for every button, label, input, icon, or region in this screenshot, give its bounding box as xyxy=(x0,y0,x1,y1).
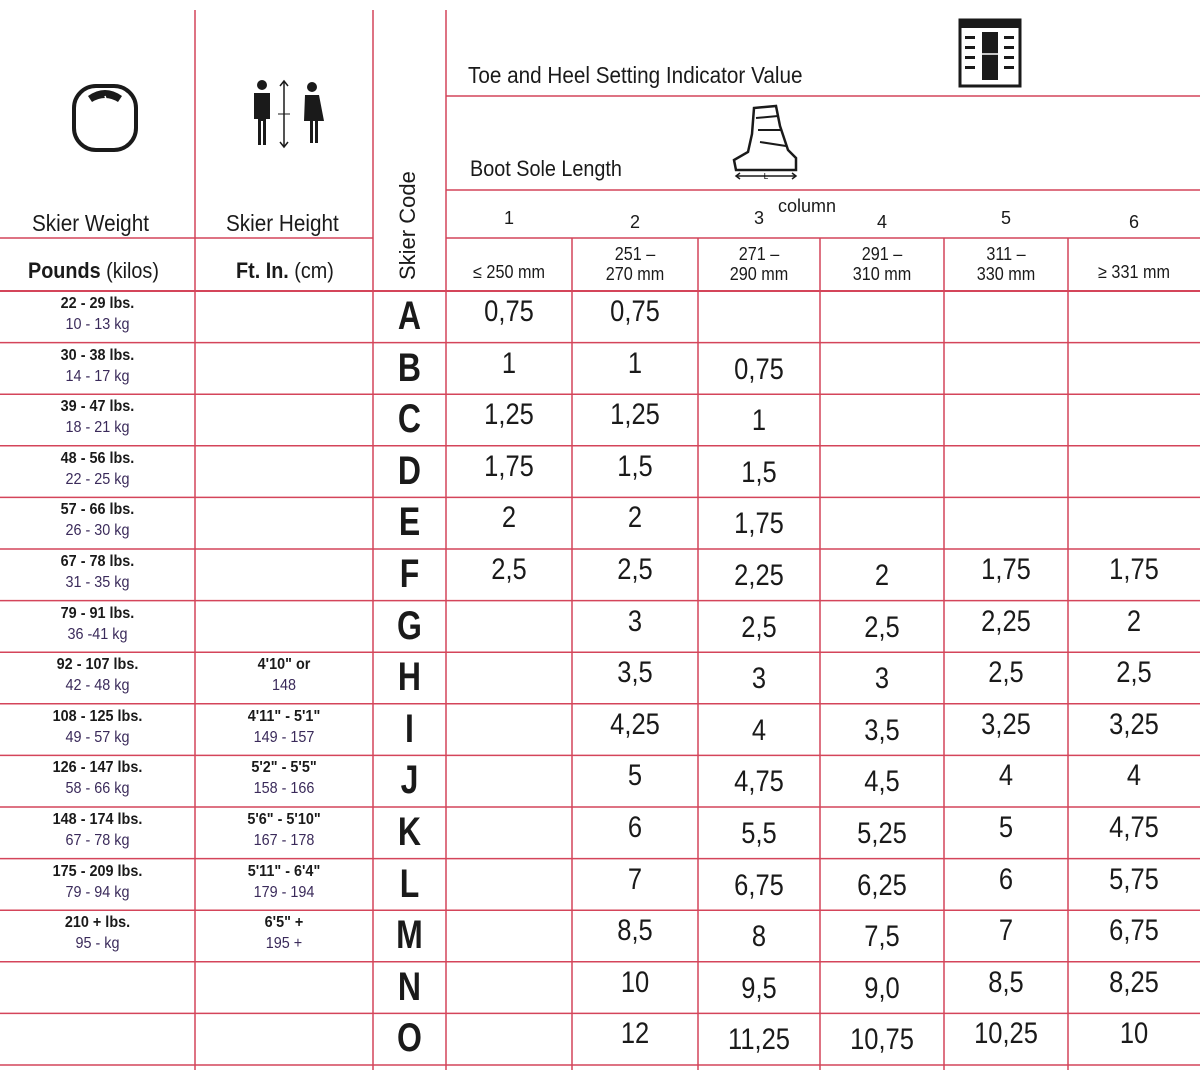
column-range-line: ≤ 250 mm xyxy=(473,262,545,282)
setting-value: 2,25 xyxy=(734,559,784,592)
setting-value: 2,5 xyxy=(491,553,527,586)
setting-value: 7 xyxy=(998,914,1014,948)
skier-code: M xyxy=(396,913,423,958)
setting-value: 2,5 xyxy=(617,553,653,586)
column-range-line: 330 mm xyxy=(976,264,1036,284)
setting-value: 8 xyxy=(751,920,767,954)
setting-value: 5 xyxy=(998,811,1014,844)
setting-value: 8,5 xyxy=(988,965,1024,999)
weight-lbs: 79 - 91 lbs. xyxy=(60,604,135,622)
skier-code: K xyxy=(397,810,422,854)
weight-kg: 26 - 30 kg xyxy=(65,522,130,540)
setting-value: 3 xyxy=(627,604,643,638)
weight-kg: 36 -41 kg xyxy=(67,625,128,643)
weight-lbs: 30 - 38 lbs. xyxy=(60,346,135,364)
weight-lbs: 175 - 209 lbs. xyxy=(52,862,143,880)
weight-kg: 79 - 94 kg xyxy=(65,883,130,901)
setting-value: 1 xyxy=(751,404,767,438)
setting-value: 2,5 xyxy=(1116,656,1152,690)
column-range-line: ≥ 331 mm xyxy=(1098,262,1170,282)
skier-code: N xyxy=(397,964,422,1009)
setting-value: 5 xyxy=(627,759,643,793)
skier-code-header xyxy=(395,171,421,280)
weight-lbs: 148 - 174 lbs. xyxy=(52,811,143,828)
weight-kg: 58 - 66 kg xyxy=(65,780,130,798)
skier-code: I xyxy=(405,706,414,751)
weight-kg: 18 - 21 kg xyxy=(65,419,130,437)
setting-value: 1,5 xyxy=(617,449,653,483)
setting-value: 12 xyxy=(620,1017,650,1051)
column-number: 2 xyxy=(629,212,640,232)
bathroom-scale-icon xyxy=(70,82,140,154)
setting-value: 4 xyxy=(998,759,1014,793)
setting-value: 6,75 xyxy=(734,868,784,902)
height-cm: 167 - 178 xyxy=(253,832,315,849)
cm-label: (cm) xyxy=(294,258,334,283)
setting-value: 2,25 xyxy=(981,604,1031,638)
height-cm: 179 - 194 xyxy=(253,883,315,901)
column-range xyxy=(1080,262,1188,282)
setting-value: 2 xyxy=(501,501,517,535)
height-cm: 149 - 157 xyxy=(253,728,315,746)
setting-value: 2 xyxy=(1126,604,1142,638)
height-cm: 195 + xyxy=(265,935,303,953)
weight-lbs: 210 + lbs. xyxy=(64,914,131,932)
height-ftin: 4'11" - 5'1" xyxy=(247,707,321,725)
setting-value: 6 xyxy=(627,811,643,844)
setting-value: 5,5 xyxy=(741,817,777,850)
setting-value: 1,25 xyxy=(484,398,534,432)
column-range xyxy=(581,244,689,284)
setting-value: 1,75 xyxy=(484,449,534,483)
weight-lbs: 48 - 56 lbs. xyxy=(60,449,135,467)
column-range-line: 310 mm xyxy=(852,264,912,284)
setting-value: 2,5 xyxy=(864,610,900,644)
boot-sole-header: Boot Sole Length xyxy=(470,156,622,181)
column-range-line: 291 – xyxy=(861,244,903,264)
column-number: 4 xyxy=(876,212,887,232)
setting-value: 8,25 xyxy=(1109,965,1159,999)
setting-value: 1,75 xyxy=(1109,553,1159,586)
setting-value: 5,75 xyxy=(1109,862,1159,896)
setting-value: 0,75 xyxy=(610,295,660,328)
skier-code: F xyxy=(399,552,420,596)
weight-lbs: 57 - 66 lbs. xyxy=(60,501,135,519)
setting-value: 3 xyxy=(874,662,890,696)
weight-kg: 67 - 78 kg xyxy=(65,832,130,849)
setting-value: 4 xyxy=(1126,759,1142,793)
setting-value: 1 xyxy=(627,346,643,380)
height-ftin: 5'2" - 5'5" xyxy=(251,759,317,777)
setting-value: 3,5 xyxy=(617,656,653,690)
ftin-label: Ft. In. xyxy=(236,258,289,283)
weight-kg: 49 - 57 kg xyxy=(65,728,130,746)
svg-text:L: L xyxy=(763,172,769,180)
column-number: 1 xyxy=(503,208,514,228)
setting-value: 1 xyxy=(501,346,517,380)
column-number: 5 xyxy=(1000,208,1011,228)
setting-value: 3 xyxy=(751,662,767,696)
setting-value: 1,5 xyxy=(741,455,777,489)
setting-value: 3,25 xyxy=(1109,707,1159,741)
setting-value: 5,25 xyxy=(857,817,907,850)
weight-lbs: 126 - 147 lbs. xyxy=(52,759,143,777)
height-ftin: 4'10" or xyxy=(257,656,311,674)
setting-value: 4,75 xyxy=(734,765,784,799)
height-cm: 158 - 166 xyxy=(253,780,315,798)
setting-value: 3,5 xyxy=(864,713,900,747)
setting-value: 2,5 xyxy=(741,610,777,644)
setting-value: 0,75 xyxy=(484,295,534,328)
setting-value: 10 xyxy=(620,965,650,999)
setting-value: 4,25 xyxy=(610,707,660,741)
weight-kg: 10 - 13 kg xyxy=(65,316,130,333)
toe-heel-header: Toe and Heel Setting Indicator Value xyxy=(468,62,803,88)
setting-value: 7,5 xyxy=(864,920,900,954)
skier-weight-header: Skier Weight xyxy=(32,210,149,236)
column-range xyxy=(455,262,563,282)
skier-code: O xyxy=(397,1016,422,1061)
column-range-line: 251 – xyxy=(614,244,656,264)
column-range-line: 290 mm xyxy=(729,264,789,284)
setting-value: 4 xyxy=(751,713,767,747)
height-cm: 148 xyxy=(271,677,297,695)
weight-lbs: 67 - 78 lbs. xyxy=(60,553,135,570)
column-range-line: 270 mm xyxy=(605,264,665,284)
height-ftin: 5'11" - 6'4" xyxy=(247,862,321,880)
height-ftin: 5'6" - 5'10" xyxy=(247,811,321,828)
skier-height-header: Skier Height xyxy=(226,210,339,236)
skier-code: E xyxy=(398,500,421,545)
din-indicator-icon xyxy=(958,18,1022,88)
weight-lbs: 108 - 125 lbs. xyxy=(52,707,143,725)
setting-value: 10,75 xyxy=(850,1023,914,1057)
setting-value: 4,75 xyxy=(1109,811,1159,844)
skier-code: B xyxy=(397,345,422,390)
setting-value: 6 xyxy=(998,862,1014,896)
weight-kg: 95 - kg xyxy=(75,935,120,953)
skier-code: L xyxy=(399,861,420,906)
column-range-line: 271 – xyxy=(738,244,780,264)
weight-kg: 14 - 17 kg xyxy=(65,367,130,385)
setting-value: 9,5 xyxy=(741,971,777,1005)
setting-value: 10,25 xyxy=(974,1017,1038,1051)
pounds-kilos-header xyxy=(28,258,159,284)
ftin-cm-header xyxy=(236,258,334,284)
column-range xyxy=(828,244,936,284)
weight-lbs: 22 - 29 lbs. xyxy=(60,295,135,312)
weight-lbs: 92 - 107 lbs. xyxy=(56,656,139,674)
ski-boot-icon xyxy=(730,104,800,180)
column-range xyxy=(705,244,813,284)
skier-code: C xyxy=(397,397,422,442)
skier-code: J xyxy=(400,758,419,803)
weight-kg: 22 - 25 kg xyxy=(65,470,130,488)
man-woman-height-icon xyxy=(250,78,330,150)
weight-lbs: 39 - 47 lbs. xyxy=(60,398,135,416)
skier-code: D xyxy=(397,448,422,493)
column-range xyxy=(952,244,1060,284)
setting-value: 2 xyxy=(874,559,890,592)
kilos-label: (kilos) xyxy=(106,258,159,283)
setting-value: 9,0 xyxy=(864,971,900,1005)
setting-value: 0,75 xyxy=(734,352,784,386)
setting-value: 10 xyxy=(1119,1017,1149,1051)
setting-value: 11,25 xyxy=(728,1023,790,1057)
setting-value: 7 xyxy=(627,862,643,896)
setting-value: 6,75 xyxy=(1109,914,1159,948)
column-number: 3 xyxy=(753,208,764,228)
setting-value: 2,5 xyxy=(988,656,1024,690)
setting-value: 2 xyxy=(627,501,643,535)
height-ftin: 6'5" + xyxy=(264,914,304,932)
weight-kg: 31 - 35 kg xyxy=(65,574,130,591)
weight-kg: 42 - 48 kg xyxy=(65,677,130,695)
skier-code: H xyxy=(397,655,422,700)
skier-code: A xyxy=(397,294,422,338)
column-word: column xyxy=(778,196,837,216)
skier-code: G xyxy=(397,603,422,648)
setting-value: 6,25 xyxy=(857,868,907,902)
column-range-line: 311 – xyxy=(986,244,1026,264)
setting-value: 1,75 xyxy=(981,553,1031,586)
column-number: 6 xyxy=(1128,212,1139,232)
setting-value: 1,25 xyxy=(610,398,660,432)
setting-value: 1,75 xyxy=(734,507,784,541)
setting-value: 8,5 xyxy=(617,914,653,948)
skier-code-label: Skier Code xyxy=(395,171,420,280)
setting-value: 4,5 xyxy=(864,765,900,799)
pounds-label: Pounds xyxy=(28,258,101,283)
setting-value: 3,25 xyxy=(981,707,1031,741)
